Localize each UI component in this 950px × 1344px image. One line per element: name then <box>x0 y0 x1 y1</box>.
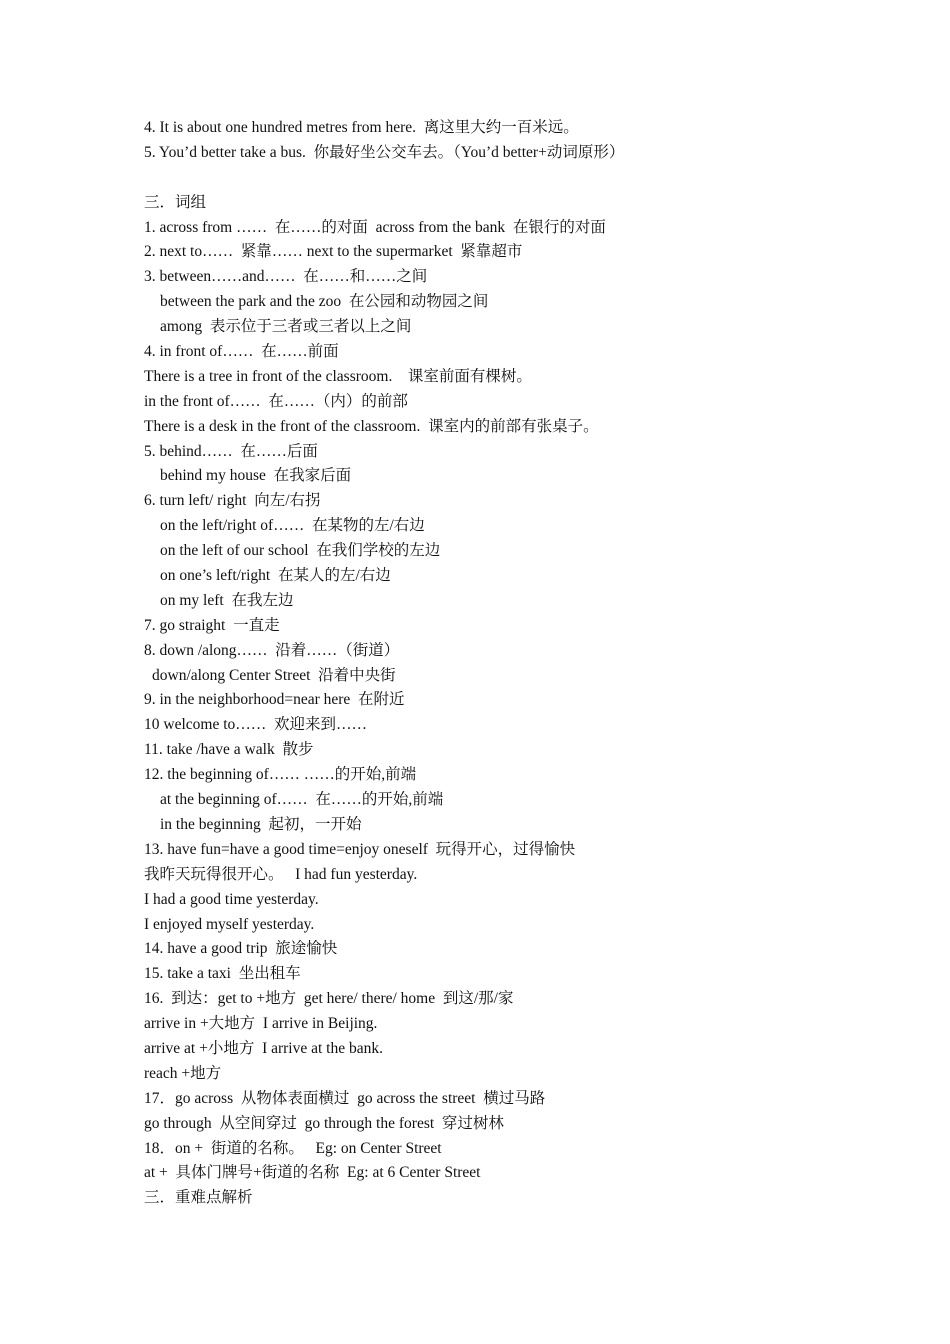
document-line: reach +地方 <box>144 1064 222 1082</box>
document-line: 10 welcome to…… 欢迎来到…… <box>144 716 368 734</box>
document-line: 三．重难点解析 <box>144 1189 253 1207</box>
document-line: 13. have fun=have a good time=enjoy oneself 玩得开心，过得愉快 <box>144 840 576 858</box>
document-line: 3. between……and…… 在……和……之间 <box>144 268 428 286</box>
document-line: 2. next to…… 紧靠…… next to the supermarket 紧靠超市 <box>144 243 523 261</box>
document-line: There is a tree in front of the classroom. 课室前面有棵树。 <box>144 367 532 385</box>
document-line: 7. go straight 一直走 <box>144 616 280 634</box>
document-line: I had a good time yesterday. <box>144 890 319 908</box>
document-line: on the left/right of…… 在某物的左/右边 <box>160 517 425 535</box>
document-line: 16. 到达：get to +地方 get here/ there/ home 到这/那/家 <box>144 990 514 1008</box>
document-line: arrive at +小地方 I arrive at the bank. <box>144 1039 383 1057</box>
document-line: between the park and the zoo 在公园和动物园之间 <box>160 293 489 311</box>
document-line: 5. behind…… 在……后面 <box>144 442 318 460</box>
document-line: 4. It is about one hundred metres from here. 离这里大约一百米远。 <box>144 119 579 136</box>
document-line: at + 具体门牌号+街道的名称 Eg: at 6 Center Street <box>144 1164 481 1182</box>
document-line: on my left 在我左边 <box>160 591 294 609</box>
document-line: on the left of our school 在我们学校的左边 <box>160 542 441 560</box>
document-line: 9. in the neighborhood=near here 在附近 <box>144 691 405 709</box>
document-line: behind my house 在我家后面 <box>160 467 352 485</box>
document-line: 12. the beginning of…… ……的开始,前端 <box>144 766 417 784</box>
document-line: 17．go across 从物体表面横过 go across the street 横过马路 <box>144 1089 546 1107</box>
document-line: 5. You’d better take a bus. 你最好坐公交车去。（You’d better+动词原形） <box>144 143 625 161</box>
document-line: at the beginning of…… 在……的开始,前端 <box>160 791 444 809</box>
document-line: I enjoyed myself yesterday. <box>144 915 315 933</box>
document-line: go through 从空间穿过 go through the forest 穿过树林 <box>144 1114 504 1132</box>
document-line: among 表示位于三者或三者以上之间 <box>160 318 412 336</box>
document-line: in the front of…… 在……（内）的前部 <box>144 392 408 410</box>
document-line: 6. turn left/ right 向左/右拐 <box>144 492 321 510</box>
document-line: 4. in front of…… 在……前面 <box>144 343 339 361</box>
document-line: on one’s left/right 在某人的左/右边 <box>160 567 391 585</box>
document-line: 11. take /have a walk 散步 <box>144 741 314 759</box>
document-body <box>144 116 864 1211</box>
document-line: 15. take a taxi 坐出租车 <box>144 965 301 983</box>
blank-line <box>144 166 864 191</box>
document-line: There is a desk in the front of the classroom. 课室内的前部有张桌子。 <box>144 417 599 435</box>
document-line: in the beginning 起初，一开始 <box>160 815 362 833</box>
document-line: 1. across from …… 在……的对面 across from the bank 在银行的对面 <box>144 218 606 236</box>
document-line: 14. have a good trip 旅途愉快 <box>144 940 338 958</box>
document-line: 我昨天玩得很开心。 I had fun yesterday. <box>144 865 418 883</box>
document-line: 8. down /along…… 沿着……（街道） <box>144 641 400 659</box>
document-line: 三．词组 <box>144 193 207 211</box>
document-line: arrive in +大地方 I arrive in Beijing. <box>144 1015 378 1033</box>
document-line: down/along Center Street 沿着中央街 <box>152 666 396 684</box>
document-line: 18．on + 街道的名称。 Eg: on Center Street <box>144 1139 442 1157</box>
